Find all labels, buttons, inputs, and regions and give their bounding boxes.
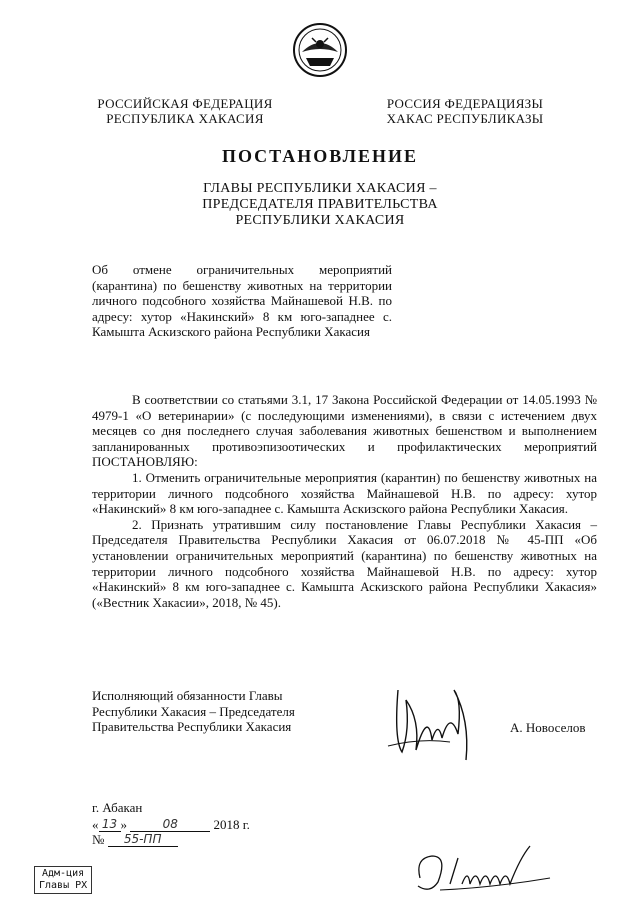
document-title: ПОСТАНОВЛЕНИЕ xyxy=(221,146,419,166)
body-paragraph-item-2: 2. Признать утратившим силу постановление Главы Республики Хакасия – Председателя Правительства Республики Хакасия от 06.07.2018 № 45-ПП «Об установлении ограничительных мероприятий (карантина) по бешенству животных на территории личного подсобного хозяйства Майнашевой Н.В. по адресу: хутор «Накинский» 8 км юго-западнее с. Камышта Аскизского района Республики Хакасия» («Вестник Хакасии», 2018, № 45). xyxy=(92,516,597,610)
registrar-signature xyxy=(410,838,560,898)
header-right-line2: ХАКАС РЕСПУБЛИКАЗЫ xyxy=(386,111,544,126)
coat-of-arms-emblem xyxy=(292,22,348,78)
date-day: 13 xyxy=(99,817,121,832)
body-paragraph-item-1: 1. Отменить ограничительные мероприятия (карантин) по бешенству животных на территории личного подсобного хозяйства Майнашевой Н.В. по адресу: хутор «Накинский» 8 км юго-западнее с. Камышта Аскизского района Республики Хакасия. xyxy=(92,469,597,517)
header-left xyxy=(90,96,280,126)
signatory-position-line2: Республики Хакасия – Председателя xyxy=(92,703,295,719)
stamp-line1: Адм-ция xyxy=(42,868,85,879)
date-close-quote: » xyxy=(120,817,127,832)
date-year: 2018 г. xyxy=(213,817,250,832)
number-value: 55-ПП xyxy=(108,832,178,847)
document-number xyxy=(92,832,178,847)
body-paragraph-preamble: В соответствии со статьями 3.1, 17 Закона Российской Федерации от 14.05.1993 № 4979-1 «О ветеринарии» (с последующими изменениями), в связи с истечением двух месяцев со дня последнего случая заболевания животных бешенством и выполнением запланированных противоэпизоотических и профилактических мероприятий ПОСТАНОВЛЯЮ: xyxy=(92,392,597,470)
header-right-line1: РОССИЯ ФЕДЕРАЦИЯЗЫ xyxy=(386,96,544,111)
subtitle-line3: РЕСПУБЛИКИ ХАКАСИЯ xyxy=(235,213,405,228)
issue-place: г. Абакан xyxy=(92,800,143,815)
document-body xyxy=(92,392,597,610)
handwritten-signature xyxy=(380,680,490,770)
issue-date xyxy=(92,817,250,832)
stamp-line2: Главы РХ xyxy=(39,880,88,891)
signatory-position-line3: Правительства Республики Хакасия xyxy=(92,719,292,735)
header-left-line1: РОССИЙСКАЯ ФЕДЕРАЦИЯ xyxy=(97,96,273,111)
registry-stamp xyxy=(34,866,92,894)
document-subject: Об отмене ограничительных мероприятий (карантина) по бешенству животных на территории личного подсобного хозяйства Майнашевой Н.В. по адресу: хутор «Накинский» 8 км юго-западнее с. Камышта Аскизского района Республики Хакасия xyxy=(92,262,392,340)
subtitle-line2: ПРЕДСЕДАТЕЛЯ ПРАВИТЕЛЬСТВА xyxy=(202,197,438,212)
number-sign: № xyxy=(92,832,105,847)
date-open-quote: « xyxy=(92,817,99,832)
subtitle-line1: ГЛАВЫ РЕСПУБЛИКИ ХАКАСИЯ – xyxy=(203,181,437,196)
signatory-name: А. Новоселов xyxy=(510,720,586,735)
header-right xyxy=(380,96,550,126)
signatory-position-line1: Исполняющий обязанности Главы xyxy=(92,688,283,703)
date-month: 08 xyxy=(130,817,210,832)
signatory-position xyxy=(92,688,342,735)
document-subtitle xyxy=(0,181,640,229)
header-left-line2: РЕСПУБЛИКА ХАКАСИЯ xyxy=(106,111,264,126)
